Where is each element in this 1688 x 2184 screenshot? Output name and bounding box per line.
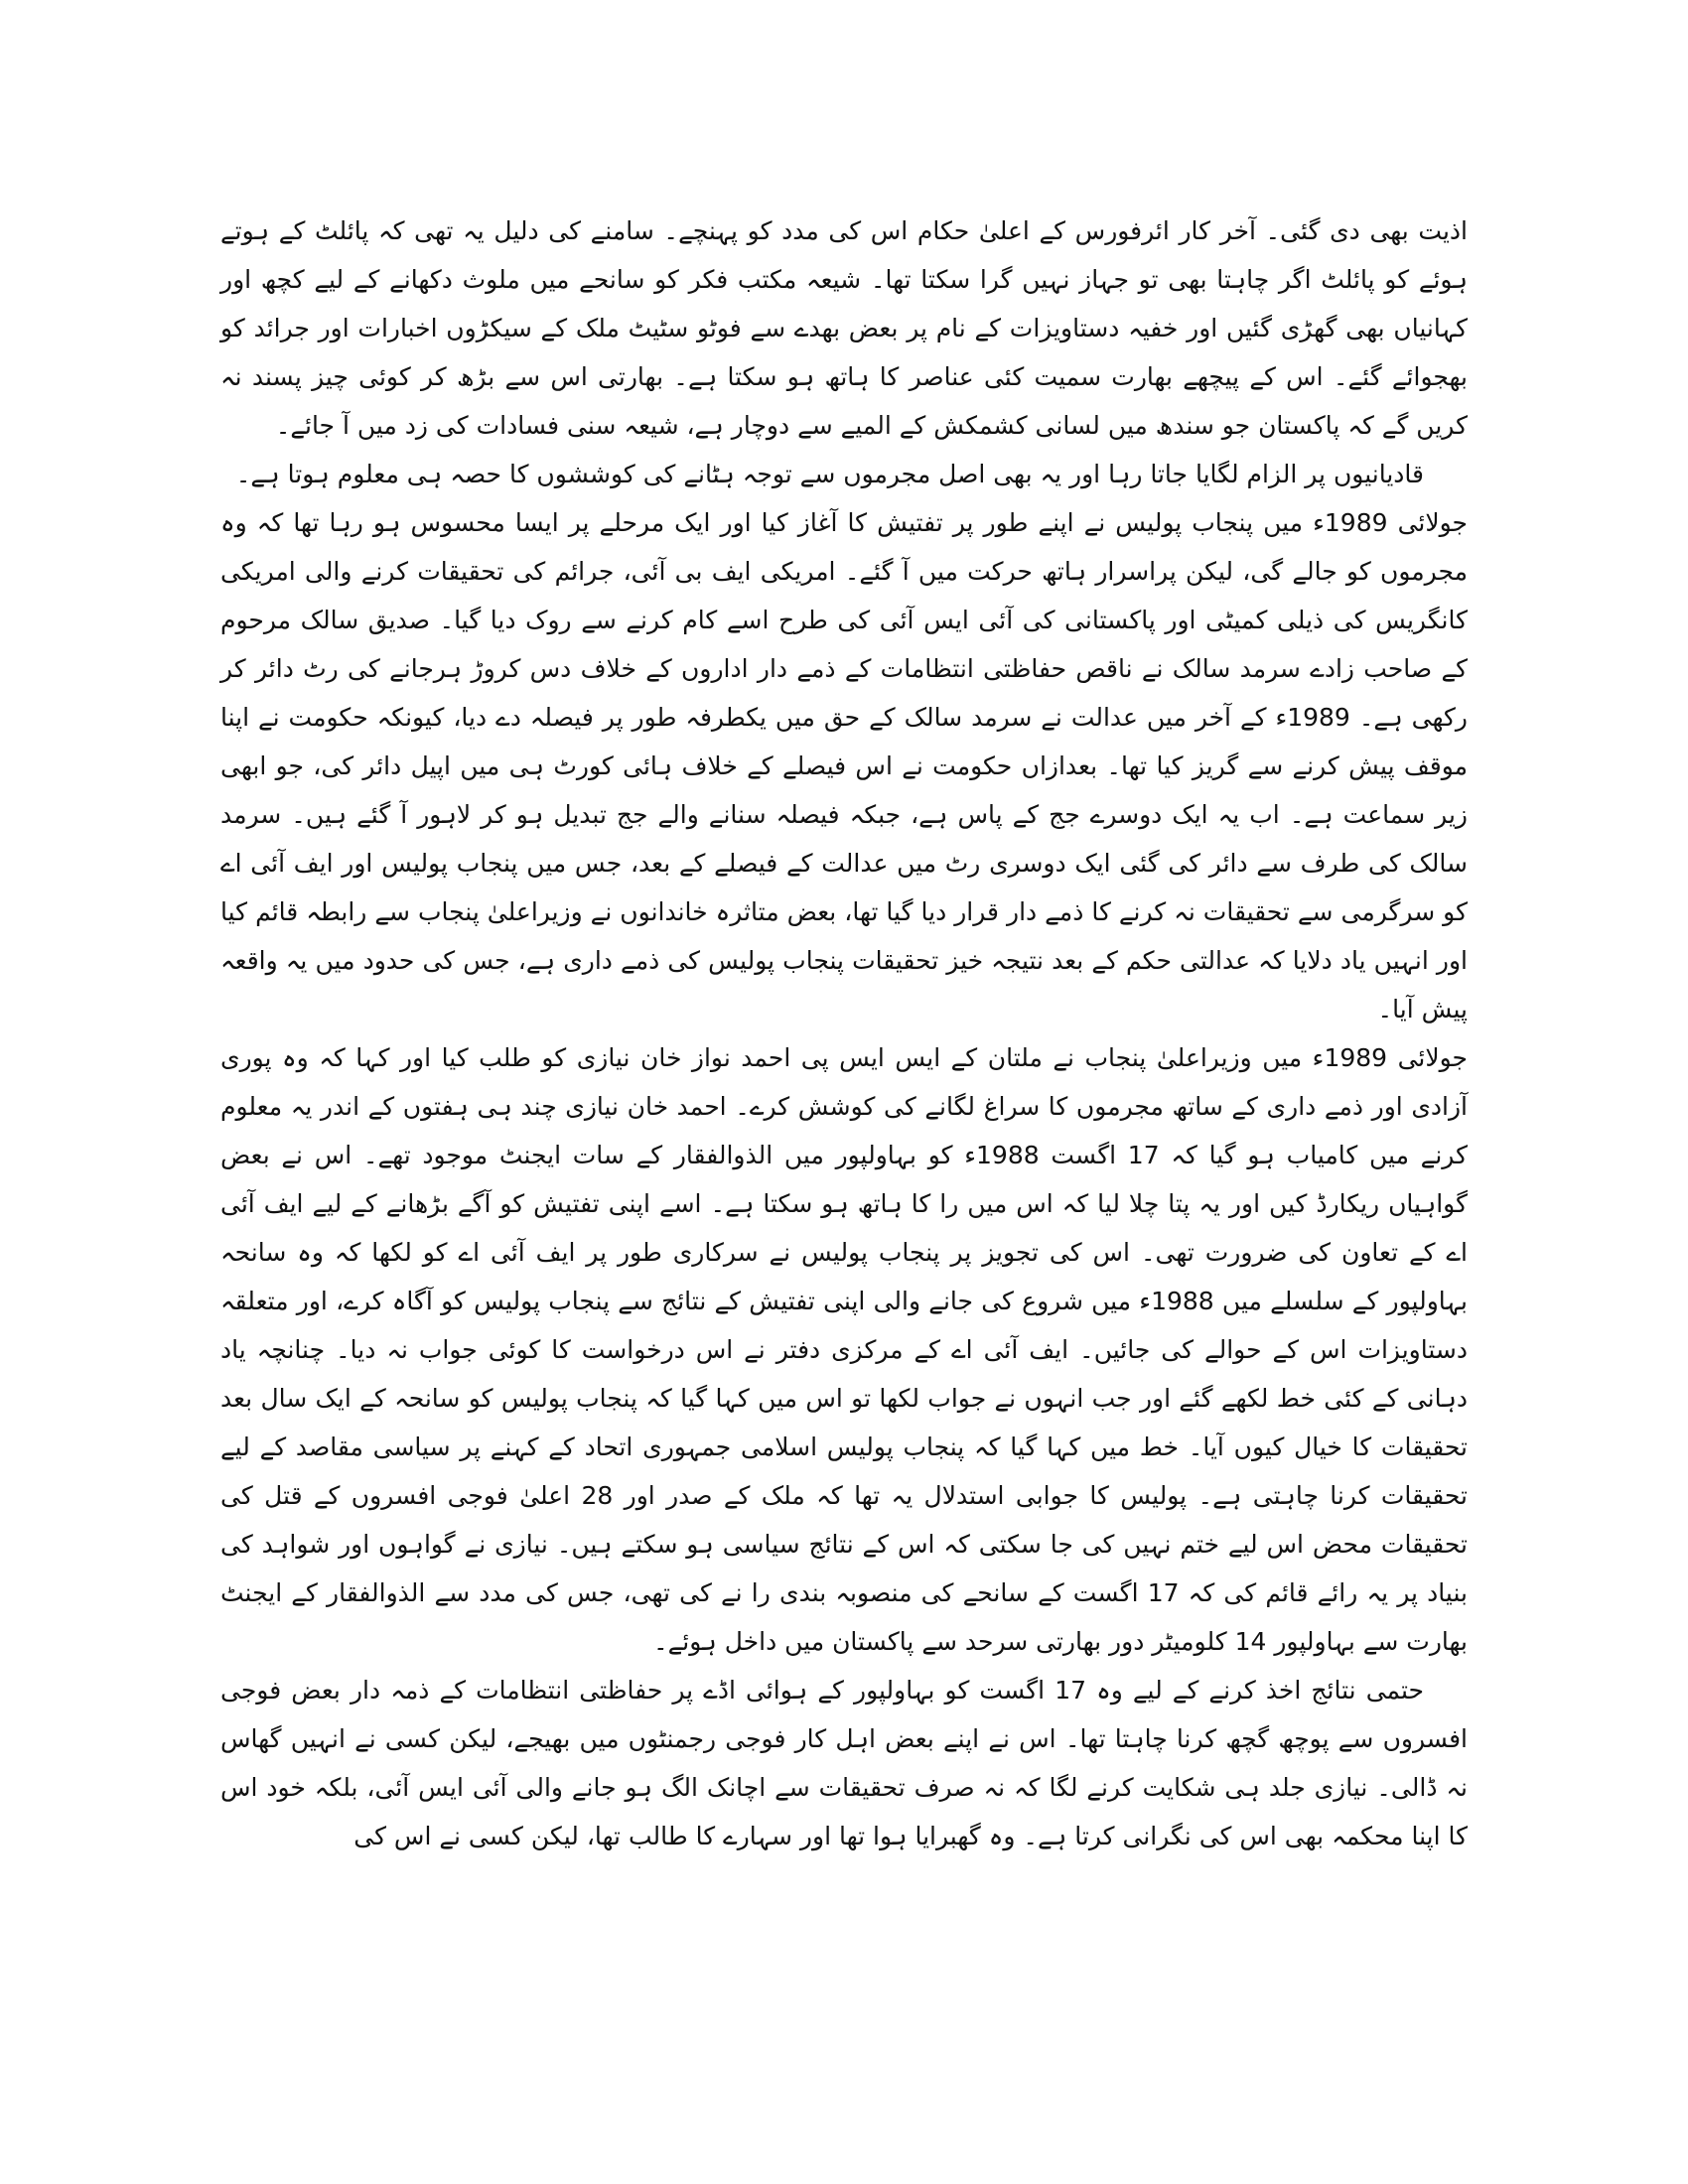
paragraph: جولائی 1989ء میں پنجاب پولیس نے اپنے طور پر تفتیش کا آغاز کیا اور ایک مرحلے پر ایسا محسوس ہو رہا تھا کہ وہ مجرموں کو جالے گی، لیکن پراسرار ہاتھ حرکت میں آ گئے۔ امریکی ایف بی آئی، جرائم کی تحقیقات کرنے والی امریکی کانگریس کی ذیلی کمیٹی اور پاکستانی کی آئی ایس آئی کی طرح اسے کام کرنے سے روک دیا گیا۔ صدیق سالک مرحوم کے صاحب زادے سرمد سالک نے ناقص حفاظتی انتظامات کے ذمے دار اداروں کے خلاف دس کروڑ ہرجانے کی رٹ دائر کر رکھی ہے۔ 1989ء کے آخر میں عدالت نے سرمد سالک کے حق میں یکطرفہ طور پر فیصلہ دے دیا، کیونکہ حکومت نے اپنا موقف پیش کرنے سے گریز کیا تھا۔ بعدازاں حکومت نے اس فیصلے کے خلاف ہائی کورٹ ہی میں اپیل دائر کی، جو ابھی زیر سماعت ہے۔ اب یہ ایک دوسرے جج کے پاس ہے، جبکہ فیصلہ سنانے والے جج تبدیل ہو کر لاہور آ گئے ہیں۔ سرمد سالک کی طرف سے دائر کی گئی ایک دوسری رٹ میں عدالت کے فیصلے کے بعد، جس میں پنجاب پولیس اور ایف آئی اے کو سرگرمی سے تحقیقات نہ کرنے کا ذمے دار قرار دیا گیا تھا، بعض متاثرہ خاندانوں نے وزیراعلیٰ پنجاب سے رابطہ قائم کیا اور انہیں یاد دلایا کہ عدالتی حکم کے بعد نتیجہ خیز تحقیقات پنجاب پولیس کی ذمے داری ہے، جس کی حدود میں یہ واقعہ پیش آیا۔ — [220, 508, 1468, 1024]
paragraph: اذیت بھی دی گئی۔ آخر کار ائرفورس کے اعلیٰ حکام اس کی مدد کو پہنچے۔ سامنے کی دلیل یہ تھی کہ پائلٹ کے ہوتے ہوئے کو پائلٹ اگر چاہتا بھی تو جہاز نہیں گرا سکتا تھا۔ شیعہ مکتب فکر کو سانحے میں ملوث دکھانے کے لیے کچھ اور کہانیاں بھی گھڑی گئیں اور خفیہ دستاویزات کے نام پر بعض بھدے سے فوٹو سٹیٹ ملک کے سیکڑوں اخبارات اور جرائد کو بھجوائے گئے۔ اس کے پیچھے بھارت سمیت کئی عناصر کا ہاتھ ہو سکتا ہے۔ بھارتی اس سے بڑھ کر کوئی چیز پسند نہ کریں گے کہ پاکستان جو سندھ میں لسانی کشمکش کے المیے سے دوچار ہے، شیعہ سنی فسادات کی زد میں آ جائے۔ — [220, 216, 1468, 440]
paragraph: جولائی 1989ء میں وزیراعلیٰ پنجاب نے ملتان کے ایس ایس پی احمد نواز خان نیازی کو طلب کیا اور کہا کہ وہ پوری آزادی اور ذمے داری کے ساتھ مجرموں کا سراغ لگانے کی کوشش کرے۔ احمد خان نیازی چند ہی ہفتوں کے اندر یہ معلوم کرنے میں کامیاب ہو گیا کہ 17 اگست 1988ء کو بہاولپور میں الذوالفقار کے سات ایجنٹ موجود تھے۔ اس نے بعض گواہیاں ریکارڈ کیں اور یہ پتا چلا لیا کہ اس میں را کا ہاتھ ہو سکتا ہے۔ اسے اپنی تفتیش کو آگے بڑھانے کے لیے ایف آئی اے کے تعاون کی ضرورت تھی۔ اس کی تجویز پر پنجاب پولیس نے سرکاری طور پر ایف آئی اے کو لکھا کہ وہ سانحہ بہاولپور کے سلسلے میں 1988ء میں شروع کی جانے والی اپنی تفتیش کے نتائج سے پنجاب پولیس کو آگاہ کرے، اور متعلقہ دستاویزات اس کے حوالے کی جائیں۔ ایف آئی اے کے مرکزی دفتر نے اس درخواست کا کوئی جواب نہ دیا۔ چنانچہ یاد دہانی کے کئی خط لکھے گئے اور جب انہوں نے جواب لکھا تو اس میں کہا گیا کہ پنجاب پولیس کو سانحہ کے ایک سال بعد تحقیقات کا خیال کیوں آیا۔ خط میں کہا گیا کہ پنجاب پولیس اسلامی جمہوری اتحاد کے کہنے پر سیاسی مقاصد کے لیے تحقیقات کرنا چاہتی ہے۔ پولیس کا جوابی استدلال یہ تھا کہ ملک کے صدر اور 28 اعلیٰ فوجی افسروں کے قتل کی تحقیقات محض اس لیے ختم نہیں کی جا سکتی کہ اس کے نتائج سیاسی ہو سکتے ہیں۔ نیازی نے گواہوں اور شواہد کی بنیاد پر یہ رائے قائم کی کہ 17 اگست کے سانحے کی منصوبہ بندی را نے کی تھی، جس کی مدد سے الذوالفقار کے ایجنٹ بھارت سے بہاولپور 14 کلومیٹر دور بھارتی سرحد سے پاکستان میں داخل ہوئے۔ — [220, 1043, 1468, 1656]
paragraph: قادیانیوں پر الزام لگایا جاتا رہا اور یہ بھی اصل مجرموں سے توجہ ہٹانے کی کوششوں کا حصہ ہی معلوم ہوتا ہے۔ — [235, 460, 1424, 488]
article-body — [220, 206, 1468, 1860]
paragraph: حتمی نتائج اخذ کرنے کے لیے وہ 17 اگست کو بہاولپور کے ہوائی اڈے پر حفاظتی انتظامات کے ذمہ دار بعض فوجی افسروں سے پوچھ گچھ کرنا چاہتا تھا۔ اس نے اپنے بعض اہل کار فوجی رجمنٹوں میں بھیجے، لیکن کسی نے انہیں گھاس نہ ڈالی۔ نیازی جلد ہی شکایت کرنے لگا کہ نہ صرف تحقیقات سے اچانک الگ ہو جانے والی آئی ایس آئی، بلکہ خود اس کا اپنا محکمہ بھی اس کی نگرانی کرتا ہے۔ وہ گھبرایا ہوا تھا اور سہارے کا طالب تھا، لیکن کسی نے اس کی — [220, 1676, 1468, 1850]
